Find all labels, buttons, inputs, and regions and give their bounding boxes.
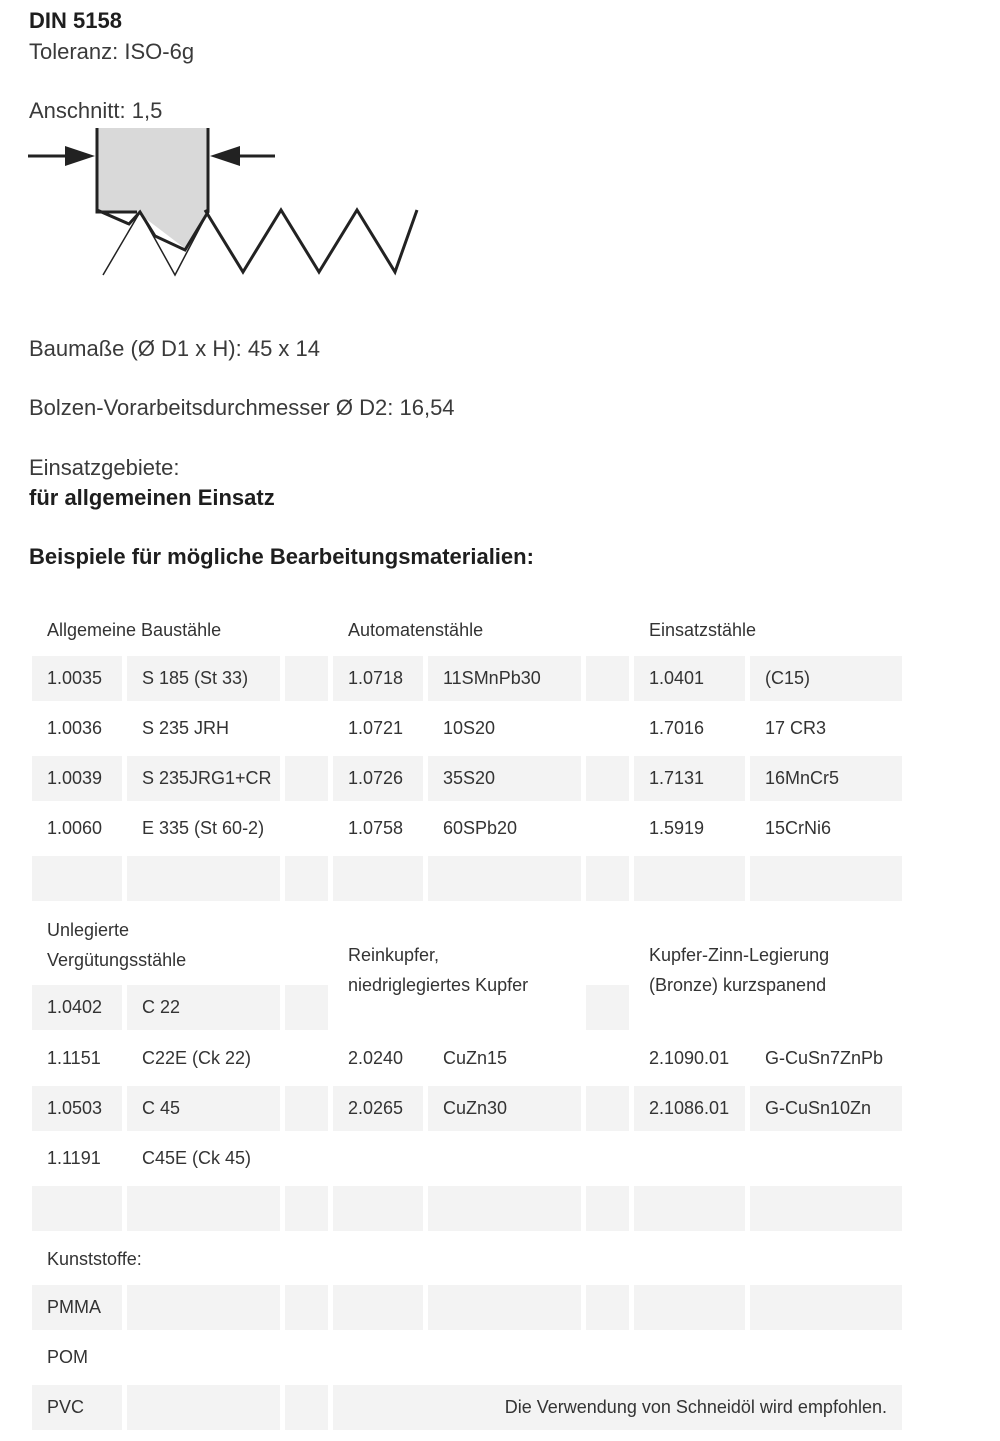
table-cell <box>586 985 629 1030</box>
table-cell <box>750 856 902 901</box>
header-kunststoffe: Kunststoffe: <box>47 1249 142 1269</box>
table-cell: 1.0718 <box>333 656 423 701</box>
table-cell <box>428 1285 581 1330</box>
table-cell <box>333 1285 423 1330</box>
table-cell <box>586 856 629 901</box>
table-cell <box>32 856 122 901</box>
table-cell <box>428 1186 581 1231</box>
application-value: für allgemeinen Einsatz <box>29 485 275 510</box>
application-label: Einsatzgebiete: <box>29 455 180 480</box>
table-cell <box>750 1186 902 1231</box>
table-cell: (C15) <box>750 656 902 701</box>
table-cell <box>586 756 629 801</box>
table-cell <box>333 1186 423 1231</box>
table-cell <box>285 1086 328 1131</box>
table-cell <box>285 656 328 701</box>
table-cell: PMMA <box>32 1285 122 1330</box>
table-cell: S 185 (St 33) <box>127 656 280 701</box>
header-allgemeine-baustaehle: Allgemeine Baustähle <box>47 620 222 640</box>
table-cell: E 335 (St 60-2) <box>142 818 265 838</box>
table-cell: C45E (Ck 45) <box>142 1148 252 1168</box>
table-cell: 10S20 <box>443 718 496 738</box>
table-cell: 1.0402 <box>32 985 122 1030</box>
table-cell: S 235 JRH <box>142 718 230 738</box>
table-cell: 1.7131 <box>634 756 745 801</box>
table-cell: 1.1151 <box>47 1048 101 1068</box>
table-cell <box>127 1285 280 1330</box>
header-reinkupfer-line1: Reinkupfer, <box>348 945 440 965</box>
table-cell <box>127 856 280 901</box>
table-cell: 11SMnPb30 <box>428 656 581 701</box>
table-cell: POM <box>47 1347 89 1367</box>
header-reinkupfer-line2: niedriglegiertes Kupfer <box>348 975 529 995</box>
dimensions-text: Baumaße (Ø D1 x H): 45 x 14 <box>29 336 320 361</box>
spec-title: DIN 5158 <box>29 8 122 33</box>
header-unlegierte-line2: Vergütungsstähle <box>47 950 187 970</box>
thread-chamfer-diagram <box>25 122 425 282</box>
table-cell: 1.0503 <box>32 1086 122 1131</box>
table-cell <box>428 856 581 901</box>
table-cell: 35S20 <box>428 756 581 801</box>
table-cell <box>285 1186 328 1231</box>
chamfer-text: Anschnitt: 1,5 <box>29 98 163 123</box>
table-cell: CuZn15 <box>443 1048 508 1068</box>
table-cell: 1.0060 <box>47 818 103 838</box>
table-cell <box>127 1186 280 1231</box>
table-cell <box>586 1086 629 1131</box>
table-cell: 17 CR3 <box>765 718 827 738</box>
table-cell: 1.0036 <box>47 718 103 738</box>
table-cell <box>586 1285 629 1330</box>
table-cell <box>634 1285 745 1330</box>
table-cell: CuZn30 <box>428 1086 581 1131</box>
table-cell: 1.0721 <box>348 718 404 738</box>
table-cell: 60SPb20 <box>443 818 518 838</box>
table-cell <box>634 1186 745 1231</box>
table-cell <box>285 1285 328 1330</box>
table-cell: 2.1090.01 <box>649 1048 730 1068</box>
table-cell: S 235JRG1+CR <box>127 756 280 801</box>
cutting-oil-note: Die Verwendung von Schneidöl wird empfohlen. <box>333 1385 902 1430</box>
table-cell: G-CuSn7ZnPb <box>765 1048 884 1068</box>
table-cell <box>586 656 629 701</box>
header-kupfer-zinn-line1: Kupfer-Zinn-Legierung <box>649 945 830 965</box>
table-cell <box>285 1385 328 1430</box>
table-cell: 1.0758 <box>348 818 404 838</box>
table-cell: C 45 <box>127 1086 280 1131</box>
table-cell: 1.0726 <box>333 756 423 801</box>
table-cell: 2.0265 <box>333 1086 423 1131</box>
table-cell <box>285 756 328 801</box>
table-cell: C 22 <box>127 985 280 1030</box>
table-cell: 1.1191 <box>47 1148 101 1168</box>
table-cell: 15CrNi6 <box>765 818 832 838</box>
pre-diameter-text: Bolzen-Vorarbeitsdurchmesser Ø D2: 16,54 <box>29 395 455 420</box>
table-cell: 2.1086.01 <box>634 1086 745 1131</box>
table-cell: 2.0240 <box>348 1048 404 1068</box>
table-cell: G-CuSn10Zn <box>750 1086 902 1131</box>
table-cell <box>285 985 328 1030</box>
tolerance-text: Toleranz: ISO-6g <box>29 39 195 64</box>
table-cell: PVC <box>32 1385 122 1430</box>
examples-heading: Beispiele für mögliche Bearbeitungsmaterialien: <box>29 544 534 569</box>
header-kupfer-zinn-line2: (Bronze) kurzspanend <box>649 975 827 995</box>
table-cell: 1.0035 <box>32 656 122 701</box>
table-cell: 1.7016 <box>649 718 705 738</box>
table-cell <box>586 1186 629 1231</box>
table-cell: 1.0039 <box>32 756 122 801</box>
table-cell <box>634 856 745 901</box>
table-cell: 1.5919 <box>649 818 705 838</box>
table-cell <box>127 1385 280 1430</box>
header-automatenstaehle: Automatenstähle <box>348 620 484 640</box>
header-einsatzstaehle: Einsatzstähle <box>649 620 757 640</box>
table-cell: 1.0401 <box>634 656 745 701</box>
table-cell <box>333 856 423 901</box>
table-cell <box>285 856 328 901</box>
header-unlegierte-line1: Unlegierte <box>47 920 130 940</box>
table-cell <box>32 1186 122 1231</box>
table-cell: C22E (Ck 22) <box>142 1048 252 1068</box>
table-cell: 16MnCr5 <box>750 756 902 801</box>
table-cell <box>750 1285 902 1330</box>
